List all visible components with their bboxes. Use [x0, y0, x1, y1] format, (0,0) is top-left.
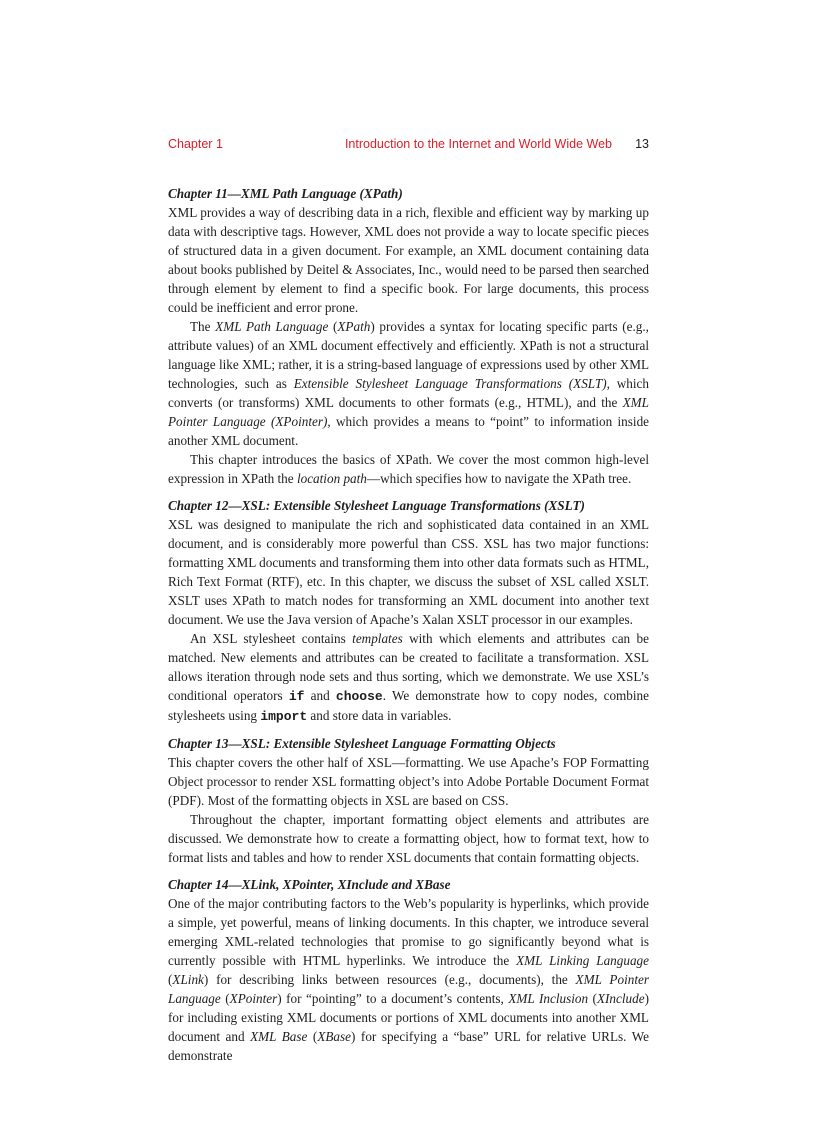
section-chapter-13: [168, 734, 649, 867]
header-title: Introduction to the Internet and World Wide Web: [344, 137, 612, 151]
paragraph: XSL was designed to manipulate the rich and sophisticated data contained in an XML document, and is considerably more powerful than CSS. XSL has two major functions: formatting XML documents and transforming them into other data formats such as HTML, Rich Text Format (RTF), etc. In this chapter, we discuss the subset of XSL called XSLT. XSLT uses XPath to match nodes for transforming an XML document into another text document. We use the Java version of Apache’s Xalan XSLT processor in our examples.: [168, 517, 649, 627]
paragraph: One of the major contributing factors to the Web’s popularity is hyperlinks, which provide a simple, yet powerful, means of linking documents. In this chapter, we introduce several emerging XML-related technologies that promise to go significantly beyond what is currently possible with HTML hyperlinks. We introduce the XML Linking Language (XLink) for describing links between resources (e.g., documents), the XML Pointer Language (XPointer) for “pointing” to a document’s contents, XML Inclusion (XInclude) for including existing XML documents or portions of XML documents into another XML document and XML Base (XBase) for specifying a “base” URL for relative URLs. We demonstrate: [168, 896, 650, 1063]
section-chapter-12: [168, 496, 649, 726]
running-header: [168, 137, 649, 155]
section-chapter-11: [168, 184, 649, 488]
paragraph: This chapter introduces the basics of XPath. We cover the most common high-level expression in XPath the location path—which specifies how to navigate the XPath tree.: [168, 452, 649, 486]
section-heading: Chapter 14—XLink, XPointer, XInclude and XBase: [168, 877, 451, 892]
page-number: 13: [635, 137, 649, 151]
section-heading: Chapter 11—XML Path Language (XPath): [168, 186, 403, 201]
paragraph: The XML Path Language (XPath) provides a syntax for locating specific parts (e.g., attribute values) of an XML document effectively and efficiently. XPath is not a structural language like XML; rather, it is a string-based language of expressions used by other XML technologies, such as Extensible Stylesheet Language Transformations (XSLT), which converts (or transforms) XML documents to other formats (e.g., HTML), and the XML Pointer Language (XPointer), which provides a means to “point” to information inside another XML document.: [168, 319, 650, 448]
page-body: [168, 184, 649, 1073]
paragraph: An XSL stylesheet contains templates with which elements and attributes can be matched. New elements and attributes can be created to facilitate a transformation. XSL allows iteration through node sets and thus sorting, which we demonstrate. We use XSL’s conditional operators if and choose. We demonstrate how to copy nodes, combine stylesheets using import and store data in variables.: [168, 631, 650, 724]
header-chapter: Chapter 1: [168, 137, 223, 151]
section-heading: Chapter 13—XSL: Extensible Stylesheet Language Formatting Objects: [168, 736, 556, 751]
paragraph: XML provides a way of describing data in a rich, flexible and efficient way by marking up data with descriptive tags. However, XML does not provide a way to locate specific pieces of structured data in a given document. For example, an XML document containing data about books published by Deitel & Associates, Inc., would need to be parsed then searched through element by element to find a specific book. For large documents, this process could be inefficient and error prone.: [168, 205, 649, 315]
paragraph: This chapter covers the other half of XSL—formatting. We use Apache’s FOP Formatting Object processor to render XSL formatting object’s into Adobe Portable Document Format (PDF). Most of the formatting objects in XSL are based on CSS.: [168, 755, 649, 808]
paragraph: Throughout the chapter, important formatting object elements and attributes are discussed. We demonstrate how to create a formatting object, how to format text, how to format lists and tables and how to render XSL documents that contain formatting objects.: [168, 812, 649, 865]
section-chapter-14: [168, 875, 649, 1065]
section-heading: Chapter 12—XSL: Extensible Stylesheet Language Transformations (XSLT): [168, 498, 585, 513]
